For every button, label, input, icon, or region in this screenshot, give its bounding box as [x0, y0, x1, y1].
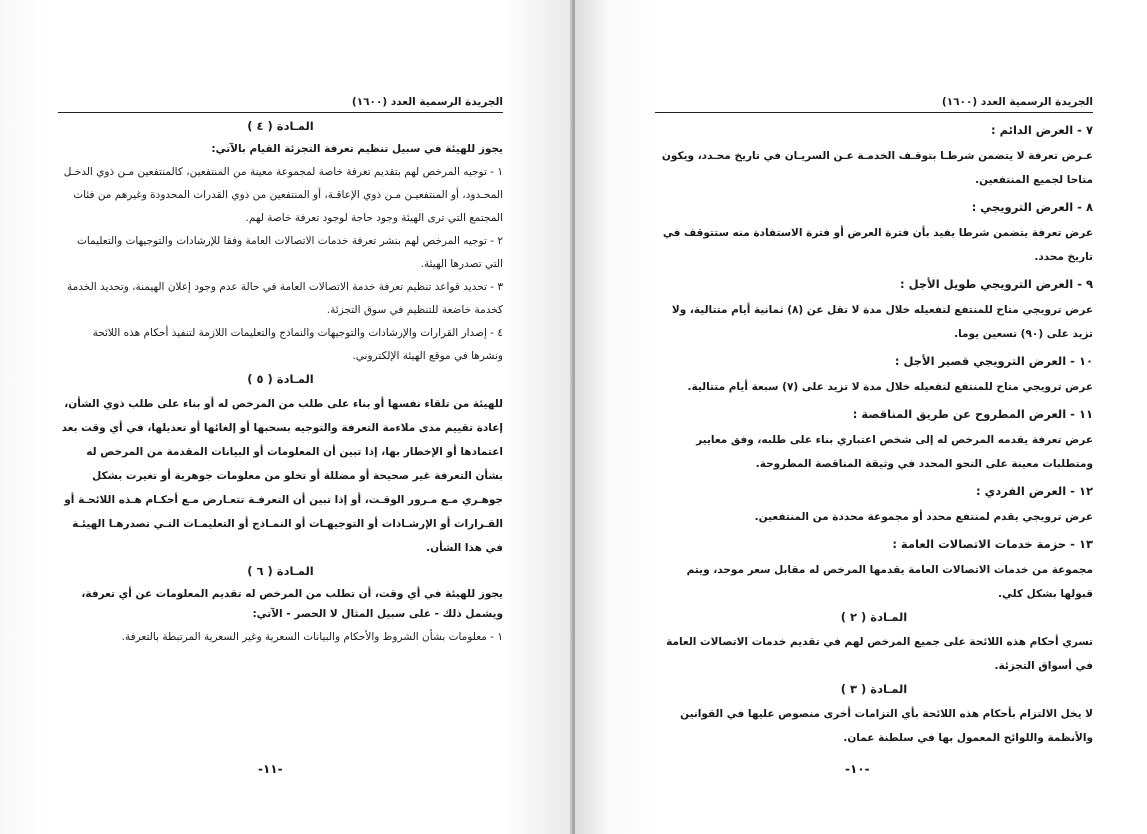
- article-4-lead: يجوز للهيئة في سبيل تنظيم تعرفة التجزئة القيام بالآتي:: [211, 143, 503, 155]
- article-6-lead: يجوز للهيئة في أي وقت، أن تطلب من المرخص له تقديم المعلومات عن أي تعرفة، ويشمل ذلك - على سبيل المثال لا الحصر - الآتي:: [81, 588, 503, 620]
- left-page: [0, 0, 572, 834]
- article-5-title: المـادة ( ٥ ): [247, 372, 314, 386]
- article-6-title: المـادة ( ٦ ): [247, 564, 314, 578]
- gazette-title: الجريدة الرسمية العدد (١٦٠٠): [351, 96, 503, 108]
- definition-title: ٩ - العرض الترويجي طويل الأجل :: [900, 277, 1093, 291]
- right-page-content: [655, 96, 1093, 754]
- definition-title: ١٢ - العرض الفردي :: [976, 484, 1093, 498]
- article-5-body: للهيئة من تلقاء نفسها أو بناء على طلب من المرخص له أو بناء على طلب ذوي الشأن، إعادة تقييم مدى ملاءمة التعرفة والتوجيه بسحبها أو إلغائها أو تعديلها، في أي وقت بعد اعتمادها أو الإخطار بها، إذا تبين أن المعلومات أو البيانات المقدمة من المرخص له بشأن التعرفة غير صحيحة أو مضللة أو تخلو من معلومات جوهرية أو تغيرت بشكل جوهـري مـع مـرور الوقـت، أو إذا تبين أن التعرفـة تتعـارض مـع أحكـام هـذه اللائحـة أو القـرارات أو الإرشـادات أو التوجيهـات أو النمـاذج أو التعليمـات التـي تصدرهـا الهيئـة في هذا الشأن.: [61, 398, 503, 554]
- definition-body: عرض ترويجي متاح للمنتفع لتفعيله خلال مدة لا تقل عن (٨) ثمانية أيام متتالية، ولا تزيد على (٩٠) تسعين يوما.: [671, 304, 1093, 340]
- page-number: -١٠-: [845, 762, 870, 776]
- definition-title: ١٣ - حزمة خدمات الاتصالات العامة :: [892, 537, 1093, 551]
- definition-title: ١١ - العرض المطروح عن طريق المناقصة :: [852, 407, 1093, 421]
- article-2-title: المـادة ( ٢ ): [840, 610, 908, 624]
- right-page: [575, 0, 1147, 834]
- article-4-item: ٤ - إصدار القرارات والإرشادات والتوجيهات والنماذج والتعليمات اللازمة لتنفيذ أحكام هذه اللائحة ونشرها في موقع الهيئة الإلكتروني.: [92, 327, 503, 362]
- article-3-title: المـادة ( ٣ ): [840, 682, 908, 696]
- definition-body: عرض ترويجي يقدم لمنتفع محدد أو مجموعة محددة من المنتفعين.: [754, 511, 1093, 523]
- article-4-title: المـادة ( ٤ ): [247, 119, 314, 133]
- article-6-item: ١ - معلومات بشأن الشروط والأحكام والبيانات السعرية وغير السعرية المرتبطة بالتعرفة.: [121, 631, 503, 643]
- article-4-item: ٢ - توجيه المرخص لهم بنشر تعرفة خدمات الاتصالات العامة وفقا للإرشادات والتوجيهات والتعليمات التي تصدرها الهيئة.: [76, 235, 503, 270]
- article-3-body: لا يخل الالتزام بأحكام هذه اللائحة بأي التزامات أخرى منصوص عليها في القوانين والأنظمة واللوائح المعمول بها في سلطنة عمان.: [680, 708, 1093, 744]
- article-4-item: ١ - توجيه المرخص لهم بتقديم تعرفة خاصة لمجموعة معينة من المنتفعين، كالمنتفعين مـن ذوي الدخـل المحـدود، أو المنتفعيـن مـن ذوي الإعاقـة، أو المنتفعين من ذوي القدرات المحدودة وغيرهم من فئات المجتمع التي ترى الهيئة وجود حاجة لوجود تعرفة خاصة لهم.: [63, 166, 503, 224]
- article-2-body: تسري أحكام هذه اللائحة على جميع المرخص لهم في تقديم خدمات الاتصالات العامة في أسواق التجزئة.: [666, 636, 1093, 672]
- page-header: [58, 96, 503, 113]
- definition-title: ٨ - العرض الترويجي :: [971, 200, 1093, 214]
- definition-body: مجموعة من خدمات الاتصالات العامة يقدمها المرخص له مقابل سعر موحد، ويتم قبولها بشكل كلي.: [686, 564, 1093, 600]
- page-header: [655, 96, 1093, 113]
- definition-body: عرض ترويجي متاح للمنتفع لتفعيله خلال مدة لا تزيد على (٧) سبعة أيام متتالية.: [687, 381, 1093, 393]
- definition-title: ٧ - العرض الدائم :: [991, 123, 1093, 137]
- definition-body: عـرض تعرفة لا يتضمن شرطـا بتوقـف الخدمـة عـن السريـان في تاريخ محـدد، ويكون متاحا لجميع المنتفعين.: [661, 150, 1093, 186]
- page-number: -١١-: [258, 762, 283, 776]
- definition-body: عرض تعرفة يتضمن شرطا يفيد بأن فترة العرض أو فترة الاستفادة منه ستتوقف في تاريخ محدد.: [662, 227, 1093, 263]
- left-page-content: [58, 96, 503, 649]
- definition-body: عرض تعرفة يقدمه المرخص له إلى شخص اعتباري بناء على طلبه، وفق معايير ومتطلبات معينة على النحو المحدد في وثيقة المناقصة المطروحة.: [696, 434, 1093, 470]
- definition-title: ١٠ - العرض الترويجي قصير الأجل :: [894, 354, 1093, 368]
- gazette-title: الجريدة الرسمية العدد (١٦٠٠): [941, 96, 1093, 108]
- article-4-item: ٣ - تحديد قواعد تنظيم تعرفة خدمة الاتصالات العامة في حالة عدم وجود إعلان الهيمنة، وتحديد الخدمة كخدمة خاضعة للتنظيم في سوق التجزئة.: [67, 281, 503, 316]
